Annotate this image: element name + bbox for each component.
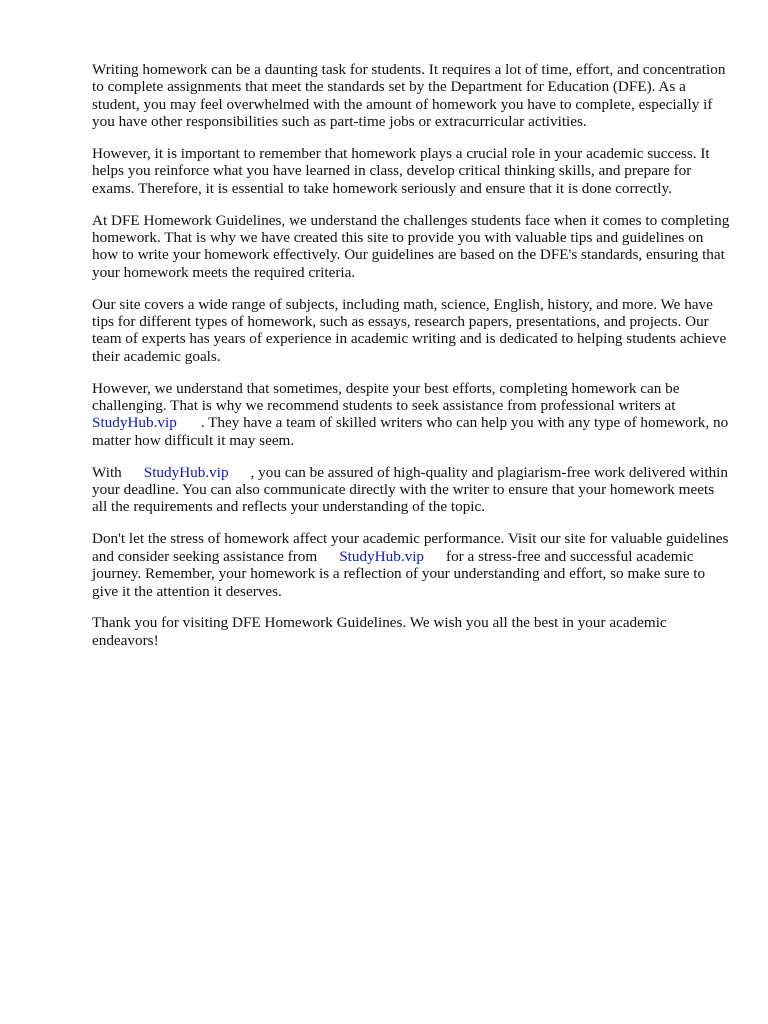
paragraph-thanks xyxy=(92,614,732,649)
paragraph-importance xyxy=(92,145,732,197)
paragraph-stress xyxy=(92,530,732,600)
paragraph-quality-text-before: With xyxy=(92,463,122,481)
studyhub-link-3[interactable]: StudyHub.vip xyxy=(339,547,425,565)
paragraph-assistance xyxy=(92,380,732,450)
paragraph-assistance-text-after: . They have a team of skilled writers who can help you with any type of homework, no matter how difficult it may seem. xyxy=(92,414,729,449)
paragraph-intro xyxy=(92,61,732,131)
document-body xyxy=(92,61,732,664)
studyhub-link-2[interactable]: StudyHub.vip xyxy=(143,463,229,481)
paragraph-stress-text-before: Don't let the stress of homework affect your academic performance. Visit our site for valuable guidelines and consider seeking assistance from xyxy=(92,530,729,565)
paragraph-subjects-text: Our site covers a wide range of subjects, including math, science, English, history, and more. We have tips for different types of homework, such as essays, research papers, presentations, and projects. Our team of experts has years of experience in academic writing and is dedicated to helping students achieve their academic goals. xyxy=(92,295,727,365)
paragraph-subjects xyxy=(92,296,732,366)
paragraph-about-site xyxy=(92,212,732,282)
studyhub-link-1[interactable]: StudyHub.vip xyxy=(92,414,177,432)
paragraph-quality xyxy=(92,464,732,516)
paragraph-thanks-text: Thank you for visiting DFE Homework Guidelines. We wish you all the best in your academic endeavors! xyxy=(92,614,667,649)
paragraph-intro-text: Writing homework can be a daunting task for students. It requires a lot of time, effort, and concentration to complete assignments that meet the standards set by the Department for Education (DFE). As a student, you may feel overwhelmed with the amount of homework you have to complete, especially if you have other responsibilities such as part-time jobs or extracurricular activities. xyxy=(92,61,726,131)
paragraph-assistance-text-before: However, we understand that sometimes, despite your best efforts, completing homework can be challenging. That is why we recommend students to seek assistance from professional writers at xyxy=(92,379,680,415)
paragraph-about-site-text: At DFE Homework Guidelines, we understand the challenges students face when it comes to completing homework. That is why we have created this site to provide you with valuable tips and guidelines on how to write your homework effectively. Our guidelines are based on the DFE's standards, ensuring that your homework meets the required criteria. xyxy=(92,211,730,281)
paragraph-importance-text: However, it is important to remember that homework plays a crucial role in your academic success. It helps you reinforce what you have learned in class, develop critical thinking skills, and prepare for exams. Therefore, it is essential to take homework seriously and ensure that it is done correctly. xyxy=(92,145,710,197)
paragraph-stress-text-after: for a stress-free and successful academic journey. Remember, your homework is a reflection of your understanding and effort, so make sure to give it the attention it deserves. xyxy=(92,547,706,600)
paragraph-quality-text-after: , you can be assured of high-quality and plagiarism-free work delivered within your deadline. You can also communicate directly with the writer to ensure that your homework meets all the requirements and reflects your understanding of the topic. xyxy=(92,463,728,516)
